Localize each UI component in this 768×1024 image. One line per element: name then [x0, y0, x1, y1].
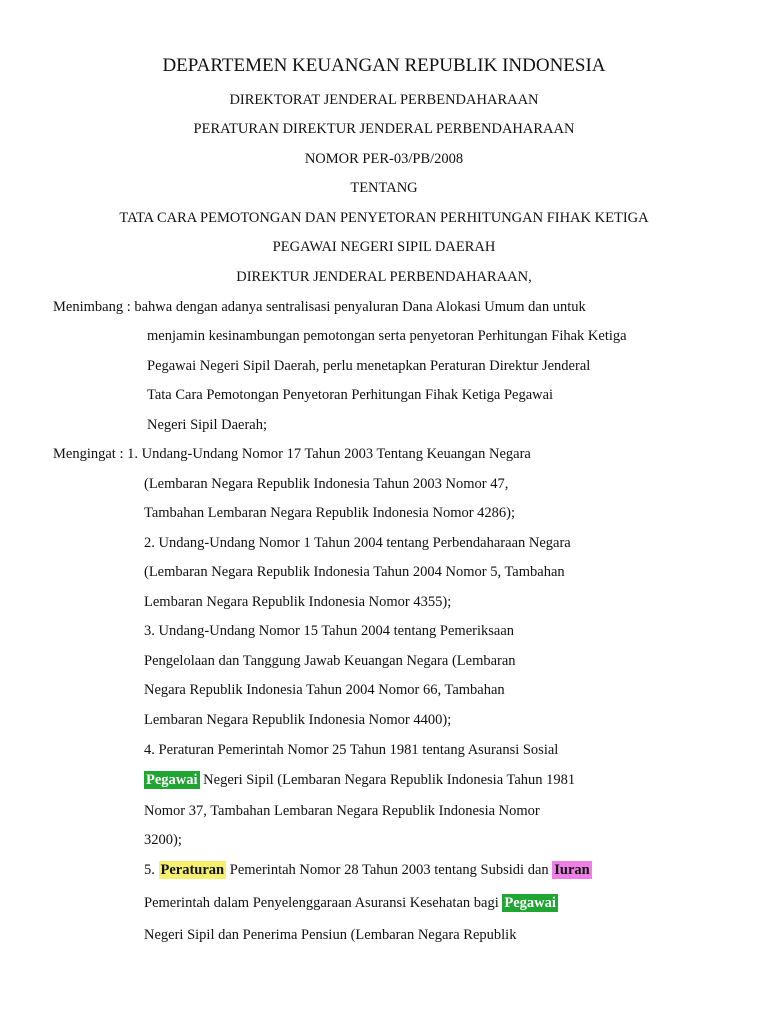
mengingat-item-4-line-2-text: Negeri Sipil (Lembaran Negara Republik Indonesia Tahun 1981 [199, 772, 576, 788]
subject-line-2: PEGAWAI NEGERI SIPIL DAERAH [272, 239, 496, 255]
mengingat-item-1-line-3: Tambahan Lembaran Negara Republik Indonesia Nomor 4286); [144, 505, 516, 521]
menimbang-line-5: Negeri Sipil Daerah; [147, 417, 267, 433]
menimbang-line-4: Tata Cara Pemotongan Penyetoran Perhitungan Fihak Ketiga Pegawai [147, 387, 554, 403]
mengingat-item-5-line-1 [144, 861, 592, 879]
mengingat-item-5-line-3: Negeri Sipil dan Penerima Pensiun (Lembaran Negara Republik [144, 927, 517, 943]
mengingat-item-2-line-1: 2. Undang-Undang Nomor 1 Tahun 2004 tentang Perbendaharaan Negara [144, 535, 571, 551]
mengingat-item-3-line-1: 3. Undang-Undang Nomor 15 Tahun 2004 tentang Pemeriksaan [144, 623, 515, 639]
mengingat-item-4-line-3: Nomor 37, Tambahan Lembaran Negara Republik Indonesia Nomor [144, 803, 540, 819]
department-title: DEPARTEMEN KEUANGAN REPUBLIK INDONESIA [162, 55, 606, 76]
item-5-line-2-text: Pemerintah dalam Penyelenggaraan Asuransi Kesehatan bagi [144, 895, 503, 911]
mengingat-item-1-text: 1. Undang-Undang Nomor 17 Tahun 2003 Tentang Keuangan Negara [127, 446, 531, 462]
issuer-heading: DIREKTUR JENDERAL PERBENDAHARAAN, [236, 269, 532, 285]
subject-line-1: TATA CARA PEMOTONGAN DAN PENYETORAN PERHITUNGAN FIHAK KETIGA [119, 210, 649, 226]
mengingat-item-3-line-2: Pengelolaan dan Tanggung Jawab Keuangan Negara (Lembaran [144, 653, 516, 669]
mengingat-item-2-line-3: Lembaran Negara Republik Indonesia Nomor 4355); [144, 594, 452, 610]
regulation-number: NOMOR PER-03/PB/2008 [304, 151, 464, 167]
highlight-pegawai: Pegawai [146, 772, 198, 788]
mengingat-line-1 [53, 445, 531, 463]
mengingat-item-3-line-4: Lembaran Negara Republik Indonesia Nomor 4400); [144, 712, 452, 728]
about-heading: TENTANG [350, 180, 418, 196]
menimbang-line-2: menjamin kesinambungan pemotongan serta penyetoran Perhitungan Fihak Ketiga [147, 328, 627, 344]
item-5-prefix: 5. [144, 862, 159, 878]
highlight-iuran: Iuran [554, 862, 590, 878]
mengingat-label: Mengingat : [53, 446, 128, 462]
mengingat-item-4-line-2 [144, 771, 575, 789]
directorate-title: DIREKTORAT JENDERAL PERBENDAHARAAN [229, 92, 539, 108]
menimbang-line-1 [53, 298, 586, 316]
item-5-middle-text: Pemerintah Nomor 28 Tahun 2003 tentang Subsidi dan [226, 862, 553, 878]
menimbang-line-3: Pegawai Negeri Sipil Daerah, perlu menetapkan Peraturan Direktur Jenderal [147, 358, 591, 374]
mengingat-item-5-line-2 [144, 894, 558, 912]
mengingat-item-3-line-3: Negara Republik Indonesia Tahun 2004 Nomor 66, Tambahan [144, 682, 505, 698]
menimbang-label: Menimbang : [53, 299, 135, 315]
mengingat-item-2-line-2: (Lembaran Negara Republik Indonesia Tahun 2004 Nomor 5, Tambahan [144, 564, 565, 580]
regulation-title: PERATURAN DIREKTUR JENDERAL PERBENDAHARAAN [193, 121, 575, 137]
mengingat-item-1-line-2: (Lembaran Negara Republik Indonesia Tahun 2003 Nomor 47, [144, 476, 509, 492]
mengingat-item-4-line-1: 4. Peraturan Pemerintah Nomor 25 Tahun 1981 tentang Asuransi Sosial [144, 742, 559, 758]
menimbang-text: bahwa dengan adanya sentralisasi penyaluran Dana Alokasi Umum dan untuk [134, 299, 586, 315]
mengingat-item-4-line-4: 3200); [144, 832, 182, 848]
highlight-pegawai-2: Pegawai [504, 895, 556, 911]
highlight-peraturan: Peraturan [160, 862, 225, 878]
